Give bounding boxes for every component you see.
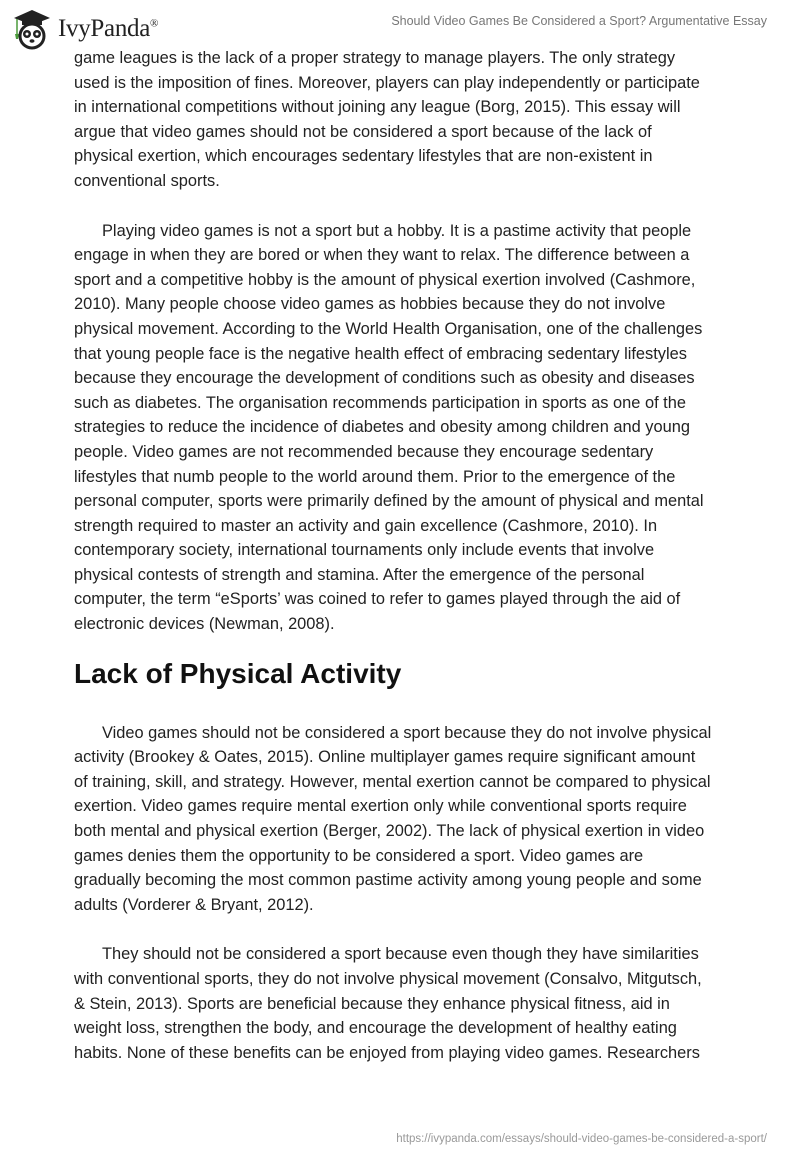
- text-line: They should not be considered a sport because even though they have similarities: [102, 945, 699, 964]
- text-line: 2010). Many people choose video games as hobbies because they do not involve: [74, 295, 666, 314]
- text-line: strength required to master an activity and gain excellence (Cashmore, 2010). In: [74, 516, 658, 535]
- text-line: in international competitions without joining any league (Borg, 2015). This essay will: [74, 98, 681, 117]
- text-line: & Stein, 2013). Sports are beneficial because they enhance physical fitness, aid in: [74, 994, 670, 1013]
- text-line: gradually becoming the most common pastime activity among young people and some: [74, 871, 702, 890]
- logo-text: [58, 15, 158, 43]
- text-line: because they encourage the development of conditions such as obesity and diseases: [74, 369, 695, 388]
- text-line: weight loss, strengthen the body, and encourage the development of healthy eating: [74, 1019, 677, 1038]
- panda-graduate-icon: [12, 8, 52, 50]
- text-line: game leagues is the lack of a proper strategy to manage players. The only strategy: [74, 49, 676, 67]
- text-line: physical movement. According to the World Health Organisation, one of the challenges: [74, 319, 703, 338]
- text-line: contemporary society, international tournaments only include events that involve: [74, 541, 655, 560]
- essay-paragraph: [74, 219, 774, 637]
- section-heading: Lack of Physical Activity: [74, 657, 402, 689]
- text-line: both mental and physical exertion (Berger, 2002). The lack of physical exertion in video: [74, 822, 705, 841]
- page-header: [0, 0, 800, 50]
- text-line: sport and a competitive hobby is the amount of physical exertion involved (Cashmore,: [74, 270, 696, 289]
- text-line: electronic devices (Newman, 2008).: [74, 615, 335, 634]
- text-line: people. Video games are not recommended because they encourage sedentary: [74, 442, 654, 461]
- registered-mark: ®: [150, 17, 159, 30]
- text-line: of training, skill, and strategy. However, mental exertion cannot be compared to physical: [74, 772, 711, 791]
- text-line: activity (Brookey & Oates, 2015). Online multiplayer games require significant amount: [74, 748, 696, 767]
- text-line: exertion. Video games require mental exertion only while conventional sports require: [74, 797, 687, 816]
- text-line: Video games should not be considered a sport because they do not involve physical: [102, 723, 712, 742]
- essay-paragraph: [74, 46, 774, 194]
- ivypanda-logo[interactable]: [12, 8, 158, 50]
- text-line: engage in when they are bored or when they want to relax. The difference between a: [74, 246, 690, 265]
- essay-content: [74, 46, 774, 1065]
- text-line: computer, the term “eSports’ was coined to refer to games played through the aid of: [74, 590, 681, 609]
- text-line: conventional sports.: [74, 171, 220, 190]
- text-line: such as diabetes. The organisation recommends participation in sports as one of the: [74, 393, 686, 412]
- text-line: personal computer, sports were primarily defined by the amount of physical and mental: [74, 492, 704, 511]
- logo-name: IvyPanda: [58, 15, 151, 42]
- text-line: strategies to reduce the incidence of diabetes and obesity among children and young: [74, 418, 690, 437]
- text-line: Playing video games is not a sport but a hobby. It is a pastime activity that people: [102, 221, 692, 240]
- text-line: physical contests of strength and stamina. After the emergence of the personal: [74, 565, 645, 584]
- document-title: Should Video Games Be Considered a Sport? Argumentative Essay: [391, 14, 767, 28]
- text-line: lifestyles that numb people to the world around them. Prior to the emergence of the: [74, 467, 676, 486]
- footer-url[interactable]: https://ivypanda.com/essays/should-video-games-be-considered-a-sport/: [396, 1133, 767, 1145]
- text-line: argue that video games should not be considered a sport because of the lack of: [74, 122, 652, 141]
- text-line: games denies them the opportunity to be considered a sport. Video games are: [74, 846, 644, 865]
- text-line: adults (Vorderer & Bryant, 2012).: [74, 895, 314, 914]
- text-line: used is the imposition of fines. Moreover, players can play independently or participate: [74, 73, 700, 92]
- text-line: habits. None of these benefits can be enjoyed from playing video games. Researchers: [74, 1043, 700, 1062]
- essay-paragraph: [74, 942, 774, 1065]
- text-line: physical exertion, which encourages sedentary lifestyles that are non-existent in: [74, 147, 653, 166]
- essay-paragraph: [74, 721, 774, 918]
- text-line: that young people face is the negative health effect of embracing sedentary lifestyles: [74, 344, 687, 363]
- text-line: with conventional sports, they do not involve physical movement (Consalvo, Mitgutsch,: [74, 970, 702, 988]
